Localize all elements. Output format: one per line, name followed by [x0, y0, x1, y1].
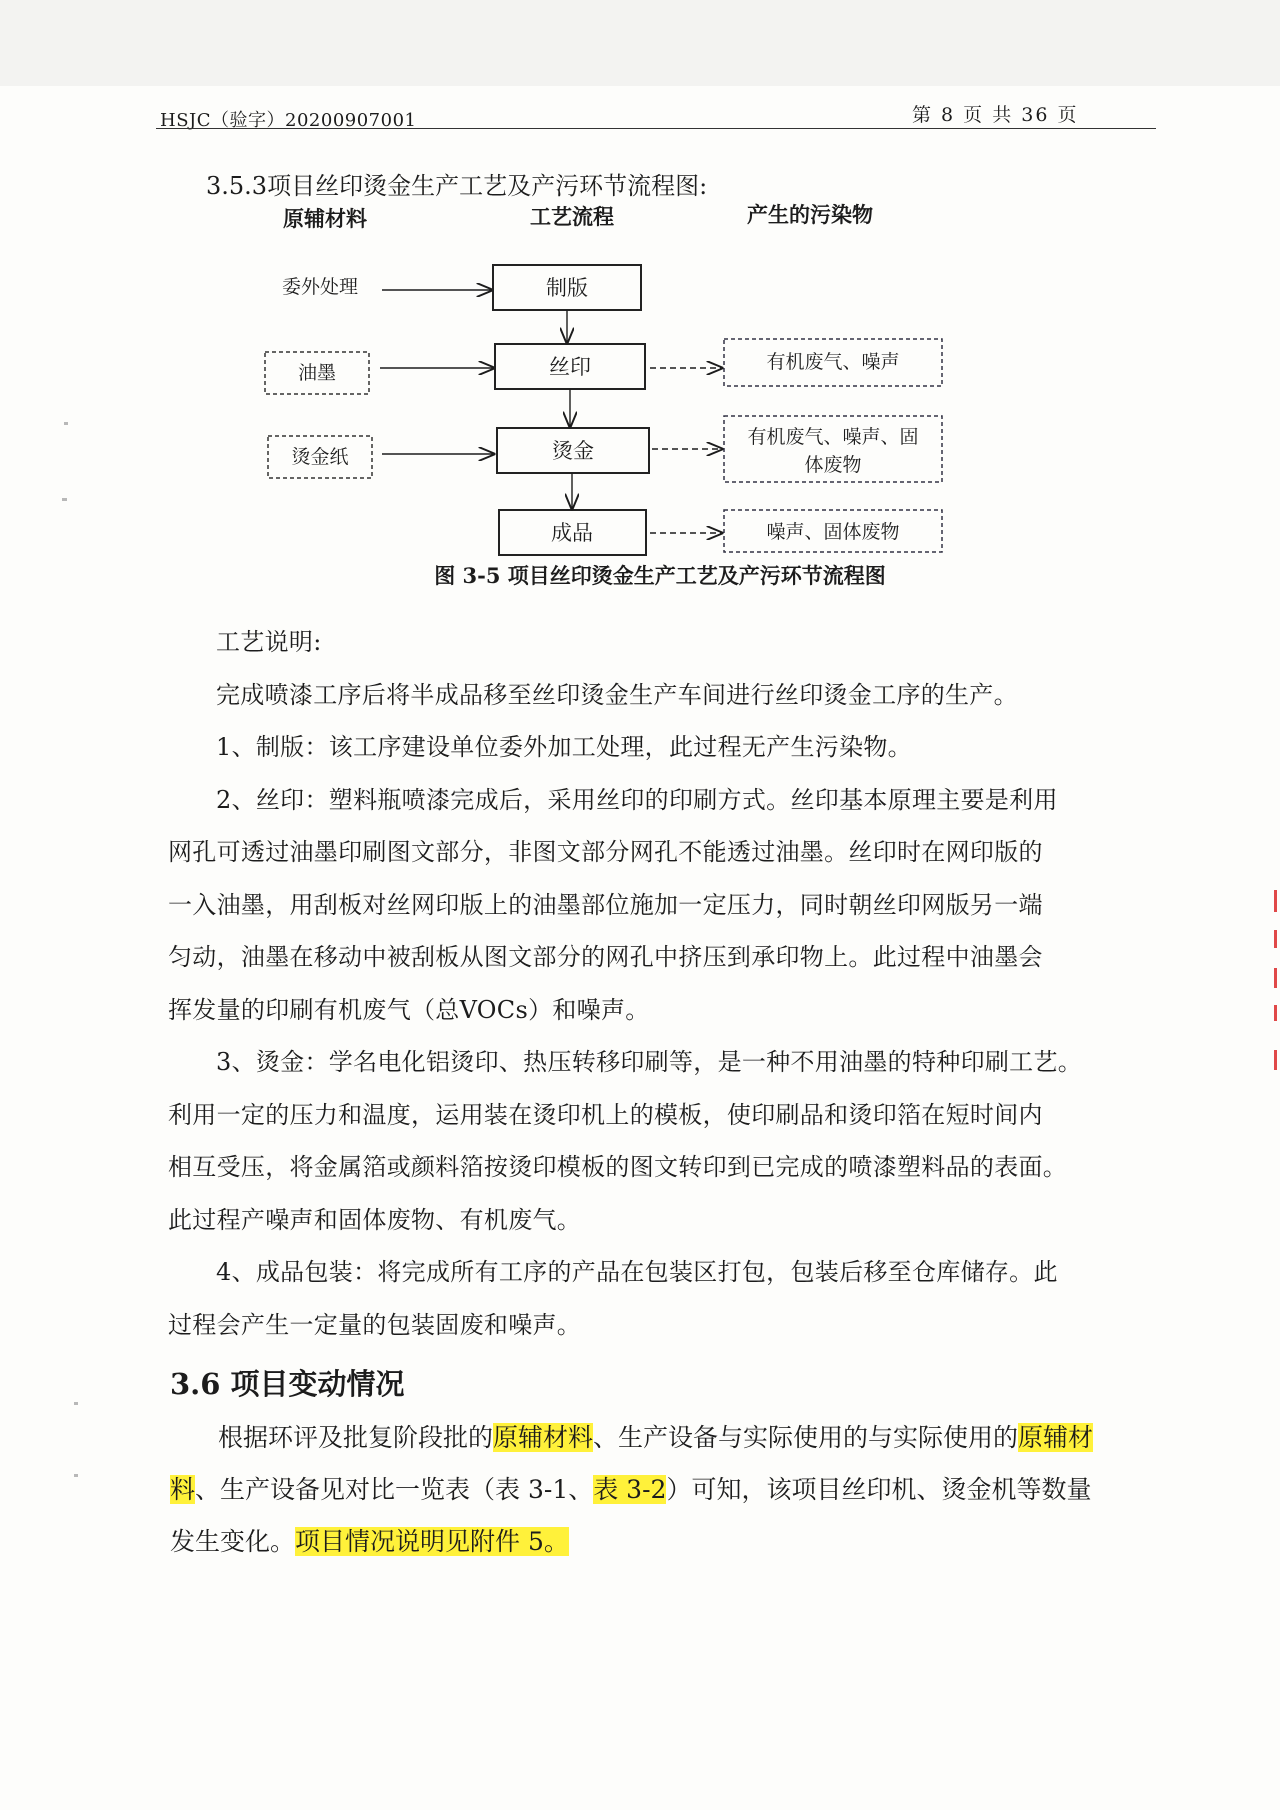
process-line: 一入油墨，用刮板对丝网印版上的油墨部位施加一定压力，同时朝丝印网版另一端	[168, 890, 1043, 919]
scan-red-mark	[1274, 890, 1277, 912]
step-product: 成品	[551, 521, 593, 545]
section-3-6-title: 3.6 项目变动情况	[170, 1367, 405, 1401]
column-header-materials: 原辅材料	[283, 206, 367, 231]
section-3-5-3-title: 3.5.3项目丝印烫金生产工艺及产污环节流程图:	[206, 172, 708, 200]
column-header-process: 工艺流程	[530, 204, 614, 229]
input-ink: 油墨	[297, 362, 337, 384]
process-line: 1、制版：该工序建设单位委外加工处理，此过程无产生污染物。	[216, 733, 912, 761]
paragraph-text: 、生产设备见对比一览表（表 3-1、	[195, 1475, 594, 1504]
process-line: 网孔可透过油墨印刷图文部分，非图文部分网孔不能透过油墨。丝印时在网印版的	[168, 838, 1043, 866]
scan-red-mark	[1274, 1005, 1277, 1021]
scan-red-mark	[1274, 1050, 1277, 1070]
column-header-pollutants: 产生的污染物	[747, 202, 873, 227]
process-line: 此过程产噪声和固体废物、有机废气。	[168, 1205, 582, 1234]
header-divider	[156, 128, 1156, 129]
step-plate: 制版	[546, 276, 588, 300]
scan-speck	[74, 1402, 78, 1405]
paragraph-text: 根据环评及批复阶段批的	[218, 1423, 494, 1452]
process-line: 完成喷漆工序后将半成品移至丝印烫金生产车间进行丝印烫金工序的生产。	[216, 680, 1018, 709]
scan-speck	[64, 422, 68, 425]
section-3-6-paragraph	[170, 1412, 1103, 1568]
report-number: HSJC（验字）20200907001	[160, 110, 417, 131]
page-number: 第 8 页 共 36 页	[912, 104, 1079, 126]
paragraph-text: 、生产设备与实际使用的与实际使用的	[593, 1423, 1019, 1452]
process-flowchart	[0, 200, 1280, 600]
highlighted-text: 表 3-2	[593, 1475, 667, 1504]
figure-caption: 图 3-5 项目丝印烫金生产工艺及产污环节流程图	[434, 563, 886, 588]
scan-red-mark	[1274, 968, 1277, 988]
step-print: 丝印	[549, 355, 591, 379]
process-line: 4、成品包装：将完成所有工序的产品在包装区打包，包装后移至仓库储存。此	[216, 1258, 1058, 1286]
input-foil: 烫金纸	[291, 446, 349, 468]
process-line: 挥发量的印刷有机废气（总VOCs）和噪声。	[168, 995, 650, 1024]
process-line: 3、烫金：学名电化铝烫印、热压转移印刷等，是一种不用油墨的特种印刷工艺。	[216, 1048, 1083, 1076]
pollutant-print: 有机废气、噪声	[766, 351, 900, 373]
highlighted-text: 原辅材料	[493, 1423, 594, 1452]
process-line: 相互受压，将金属箔或颜料箔按烫印模板的图文转印到已完成的喷漆塑料品的表面。	[168, 1153, 1068, 1181]
pollutant-stamp-line1: 有机废气、噪声、固	[747, 426, 919, 448]
pollutant-product: 噪声、固体废物	[766, 521, 900, 543]
highlighted-text: 原辅材料	[170, 1423, 1094, 1504]
pollutant-stamp-line2: 体废物	[804, 454, 862, 476]
input-outsourced: 委外处理	[281, 276, 359, 298]
process-description	[168, 616, 1103, 1351]
scan-red-mark	[1274, 930, 1277, 948]
process-heading: 工艺说明:	[216, 628, 322, 656]
scan-margin	[0, 0, 1280, 86]
scan-speck	[62, 498, 67, 501]
process-line: 2、丝印：塑料瓶喷漆完成后，采用丝印的印刷方式。丝印基本原理主要是利用	[216, 785, 1058, 814]
highlighted-text: 项目情况说明见附件 5。	[295, 1527, 569, 1556]
step-stamp: 烫金	[552, 439, 594, 463]
process-line: 匀动，油墨在移动中被刮板从图文部分的网孔中挤压到承印物上。此过程中油墨会	[168, 943, 1043, 971]
scan-speck	[74, 1474, 78, 1477]
paragraph-text: ）可知，该项目丝印机、烫金机等数量发生变化。	[170, 1475, 1092, 1556]
process-line: 过程会产生一定量的包装固废和噪声。	[168, 1310, 582, 1339]
process-line: 利用一定的压力和温度，运用装在烫印机上的模板，使印刷品和烫印箔在短时间内	[168, 1100, 1043, 1129]
